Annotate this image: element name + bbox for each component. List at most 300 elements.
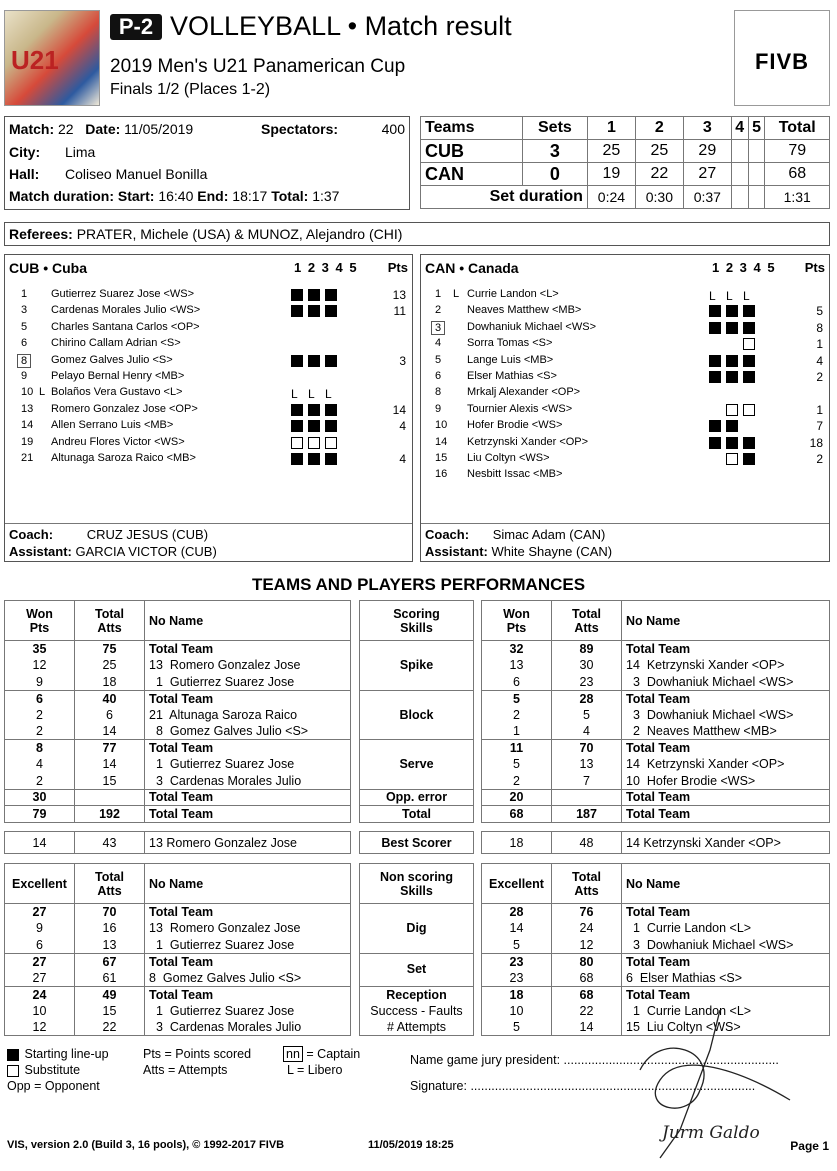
player-name: Gomez Galves Julio <S>	[51, 353, 173, 366]
libero-set-marker: L	[709, 289, 716, 303]
starting-square-icon	[325, 289, 337, 301]
set-duration-cell: 0:30	[635, 186, 683, 209]
starting-square-icon	[709, 371, 721, 383]
skill-label: Spike	[360, 657, 474, 674]
result-cell: 79	[765, 140, 830, 163]
hall-value: Coliseo Manuel Bonilla	[65, 166, 208, 182]
skills-header: Non scoring Skills	[360, 864, 474, 904]
assistant-line: Assistant: GARCIA VICTOR (CUB)	[9, 544, 217, 559]
result-header-cell: Teams	[421, 117, 523, 140]
skill-label: Success - Faults	[360, 1003, 474, 1020]
result-cell: 25	[587, 140, 635, 163]
result-cell: 22	[635, 163, 683, 186]
perf-row	[482, 920, 830, 937]
libero-set-marker: L	[743, 289, 750, 303]
player-row	[5, 419, 412, 435]
player-number: 1	[21, 288, 28, 300]
skill-label	[360, 740, 474, 757]
perf-cell: 49	[75, 986, 145, 1003]
player-points: 4	[399, 452, 406, 466]
perf-cell: 13 Romero Gonzalez Jose	[145, 920, 351, 937]
perf-cell: 89	[552, 641, 622, 658]
legend-abbrev: Pts = Points scored Atts = Attempts	[143, 1047, 252, 1077]
starting-square-icon	[291, 355, 303, 367]
skill-label: # Attempts	[360, 1019, 474, 1036]
starting-square-icon	[726, 371, 738, 383]
player-name: Andreu Flores Victor <WS>	[51, 435, 185, 448]
perf-cell: 6	[75, 707, 145, 724]
perf-cell: 2	[482, 773, 552, 790]
perf-cell: 28	[482, 904, 552, 921]
result-header-cell: 1	[587, 117, 635, 140]
legend-captain: nn = Captain L = Libero	[283, 1046, 360, 1078]
starting-square-icon	[743, 355, 755, 367]
player-points: 13	[392, 288, 406, 302]
perf-cell: 24	[5, 986, 75, 1003]
perf-header-won: Won Pts	[482, 601, 552, 641]
perf-cell: Total Team	[622, 641, 830, 658]
skill-label: Serve	[360, 756, 474, 773]
player-points: 4	[816, 353, 823, 368]
perf-cell: Total Team	[622, 690, 830, 707]
roster-divider	[421, 523, 829, 524]
set-columns-header: 1 2 3 4 5	[712, 260, 775, 275]
substitute-square-icon	[726, 404, 738, 416]
perf-cell: 13	[482, 657, 552, 674]
libero-marker: L	[39, 386, 46, 399]
result-cell: 27	[683, 163, 731, 186]
player-number: 9	[435, 402, 442, 415]
perf-cell: 3 Cardenas Morales Julio	[145, 1019, 351, 1036]
perf-row	[5, 740, 351, 757]
player-name: Charles Santana Carlos <OP>	[51, 320, 200, 333]
starting-square-icon	[726, 420, 738, 432]
player-row	[421, 386, 829, 402]
player-points: 18	[809, 435, 823, 450]
jury-president-line: Name game jury president: ..............................................................	[410, 1053, 779, 1067]
perf-cell: 5	[482, 756, 552, 773]
perf-cell: 14	[552, 1019, 622, 1036]
coach-line: Coach: CRUZ JESUS (CUB)	[9, 527, 209, 542]
player-points: 5	[816, 304, 823, 319]
perf-header-atts: Total Atts	[75, 864, 145, 904]
svg-text:Jurm Galdo: Jurm Galdo	[662, 1123, 760, 1143]
perf-cell: 23	[482, 970, 552, 987]
skills-column	[359, 600, 474, 823]
perf-header-name: No Name	[622, 864, 830, 904]
player-name: Altunaga Saroza Raico <MB>	[51, 452, 196, 464]
perf-cell: 20	[482, 789, 552, 806]
perf-row	[5, 920, 351, 937]
player-name: Hofer Brodie <WS>	[467, 419, 563, 432]
perf-cell: 27	[5, 904, 75, 921]
player-number: 14	[435, 435, 448, 448]
page-number: Page 1	[790, 1139, 829, 1153]
starting-square-icon	[743, 305, 755, 317]
perf-summary-row	[482, 806, 830, 823]
perf-cell: 35	[5, 641, 75, 658]
starting-square-icon	[726, 437, 738, 449]
player-name: Chirino Callam Adrian <S>	[51, 337, 181, 350]
perf-cell: 68	[552, 970, 622, 987]
perf-cell: 13 Romero Gonzalez Jose	[145, 832, 351, 854]
perf-cell: 68	[552, 986, 622, 1003]
player-row	[421, 403, 829, 419]
starting-square-icon	[325, 355, 337, 367]
signature-scribble	[600, 1010, 820, 1160]
perf-cell: 23	[482, 953, 552, 970]
perf-cell: 10	[482, 1003, 552, 1020]
player-number: 5	[21, 320, 28, 333]
perf-header-won: Excellent	[5, 864, 75, 904]
starting-square-icon	[709, 420, 721, 432]
player-name: Currie Landon <L>	[467, 288, 559, 300]
starting-square-icon	[325, 305, 337, 317]
perf-cell: 23	[552, 674, 622, 691]
perf-summary-row	[5, 806, 351, 823]
perf-header-name: No Name	[145, 601, 351, 641]
player-row	[5, 403, 412, 419]
perf-cell: Total Team	[145, 953, 351, 970]
perf-cell: 5	[482, 937, 552, 954]
perf-cell: 1 Gutierrez Suarez Jose	[145, 1003, 351, 1020]
starting-square-icon	[709, 322, 721, 334]
perf-cell	[552, 789, 622, 806]
starting-square-icon	[291, 305, 303, 317]
starting-square-icon	[308, 289, 320, 301]
player-name: Bolaños Vera Gustavo <L>	[51, 386, 183, 399]
starting-square-icon	[325, 453, 337, 465]
starting-square-icon	[743, 322, 755, 334]
skill-label	[360, 723, 474, 740]
coach-name: Simac Adam (CAN)	[492, 527, 606, 542]
team-a-performance-table	[4, 600, 351, 823]
perf-cell: 70	[552, 740, 622, 757]
perf-cell: Total Team	[145, 986, 351, 1003]
perf-cell: 10	[5, 1003, 75, 1020]
best-scorer-label-box	[359, 831, 474, 854]
skill-label	[360, 773, 474, 790]
assistant-line: Assistant: White Shayne (CAN)	[425, 544, 613, 559]
perf-cell: 80	[552, 953, 622, 970]
player-points: 4	[399, 419, 406, 434]
player-number: 16	[435, 468, 448, 481]
player-name: Lange Luis <MB>	[467, 353, 554, 366]
set-duration-cell	[748, 186, 765, 209]
player-name: Mrkalj Alexander <OP>	[467, 386, 581, 399]
player-number: 8	[17, 354, 31, 368]
perf-cell: 30	[552, 657, 622, 674]
perf-cell: 5	[482, 690, 552, 707]
perf-cell: 14	[482, 920, 552, 937]
libero-set-marker: L	[291, 387, 298, 402]
player-number: 14	[21, 419, 34, 432]
perf-row	[5, 657, 351, 674]
perf-cell: 32	[482, 641, 552, 658]
fivb-logo: FIVB	[734, 10, 830, 106]
player-row	[5, 436, 412, 452]
perf-cell: 1 Currie Landon <L>	[622, 920, 830, 937]
player-row	[421, 337, 829, 353]
competition-logo: U21	[4, 10, 100, 106]
perf-cell: 2	[5, 773, 75, 790]
coach-line: Coach: Simac Adam (CAN)	[425, 527, 606, 542]
team-name: CUB • Cuba	[9, 260, 88, 276]
perf-cell: 15 Liu Coltyn <WS>	[622, 1019, 830, 1036]
perf-row	[482, 707, 830, 724]
player-name: Allen Serrano Luis <MB>	[51, 419, 174, 432]
player-number: 4	[435, 337, 442, 350]
player-name: Pelayo Bernal Henry <MB>	[51, 370, 185, 382]
perf-cell: 14 Ketrzynski Xander <OP>	[622, 657, 830, 674]
set-duration-cell: 0:37	[683, 186, 731, 209]
perf-row	[482, 953, 830, 970]
starting-square-icon	[308, 453, 320, 465]
perf-header-name: No Name	[145, 864, 351, 904]
player-number: 10	[435, 419, 448, 432]
result-cell: 25	[635, 140, 683, 163]
perf-summary-row	[5, 789, 351, 806]
perf-header-atts: Total Atts	[75, 601, 145, 641]
team-b-roster	[420, 254, 830, 562]
player-number: 19	[21, 435, 34, 448]
perf-cell: 76	[552, 904, 622, 921]
player-points: 14	[392, 402, 406, 417]
perf-cell: 3 Dowhaniuk Michael <WS>	[622, 707, 830, 724]
substitute-square-icon	[743, 404, 755, 416]
perf-cell: 13	[552, 756, 622, 773]
print-datetime: 11/05/2019 18:25	[368, 1139, 454, 1151]
skill-label: Set	[360, 962, 474, 979]
result-cell	[748, 163, 765, 186]
player-number: 8	[435, 386, 442, 399]
perf-cell: 14	[75, 756, 145, 773]
result-cell: 3	[522, 140, 587, 163]
starting-square-icon	[726, 355, 738, 367]
player-number: 3	[431, 321, 445, 335]
perf-cell: 22	[75, 1019, 145, 1036]
perf-row	[482, 756, 830, 773]
perf-cell: Total Team	[622, 904, 830, 921]
perf-row	[482, 641, 830, 658]
player-points: 3	[399, 353, 406, 368]
starting-square-icon	[291, 289, 303, 301]
perf-cell: 2	[5, 707, 75, 724]
perf-row	[482, 937, 830, 954]
spectators-value: 400	[381, 121, 405, 137]
perf-row	[482, 690, 830, 707]
perf-row	[5, 937, 351, 954]
starting-square-icon	[743, 453, 755, 465]
perf-cell: 67	[75, 953, 145, 970]
set-duration-label: Set duration	[421, 186, 588, 209]
pts-header: Pts	[804, 260, 825, 275]
set-duration-cell	[731, 186, 748, 209]
player-name: Tournier Alexis <WS>	[467, 402, 573, 415]
player-name: Sorra Tomas <S>	[467, 337, 553, 350]
page-title: VOLLEYBALL • Match result	[170, 11, 512, 41]
result-cell	[731, 163, 748, 186]
perf-cell: Total Team	[622, 806, 830, 823]
perf-cell: 70	[75, 904, 145, 921]
player-row	[421, 468, 829, 484]
perf-cell: 25	[75, 657, 145, 674]
skill-label	[360, 937, 474, 954]
perf-cell: Total Team	[145, 789, 351, 806]
perf-cell: 9	[5, 674, 75, 691]
perf-row	[482, 740, 830, 757]
player-number: 9	[21, 370, 28, 382]
player-row	[421, 304, 829, 320]
perf-cell: 6	[5, 937, 75, 954]
result-cell: 19	[587, 163, 635, 186]
perf-cell: 30	[5, 789, 75, 806]
perf-cell: 15	[75, 1003, 145, 1020]
player-row	[5, 452, 412, 468]
starting-square-icon	[308, 420, 320, 432]
perf-cell: 2	[5, 723, 75, 740]
perf-cell: 187	[552, 806, 622, 823]
perf-cell: 1	[482, 723, 552, 740]
player-name: Nesbitt Issac <MB>	[467, 468, 563, 481]
perf-row	[5, 756, 351, 773]
perf-cell: 4	[552, 723, 622, 740]
perf-cell: 8 Gomez Galves Julio <S>	[145, 970, 351, 987]
perf-header-atts: Total Atts	[552, 864, 622, 904]
starting-square-icon	[308, 404, 320, 416]
perf-cell: Total Team	[145, 641, 351, 658]
starting-square-icon	[743, 437, 755, 449]
perf-cell: 12	[5, 1019, 75, 1036]
perf-cell: 75	[75, 641, 145, 658]
perf-row	[482, 986, 830, 1003]
set-duration-cell: 0:24	[587, 186, 635, 209]
player-points: 8	[816, 320, 823, 335]
perf-cell: 9	[5, 920, 75, 937]
result-header-cell: Sets	[522, 117, 587, 140]
player-number: 6	[435, 370, 442, 382]
perf-cell: 7	[552, 773, 622, 790]
skill-label: Block	[360, 707, 474, 724]
player-row	[5, 354, 412, 370]
starting-square-icon	[709, 305, 721, 317]
perf-cell: 27	[5, 953, 75, 970]
perf-cell: Total Team	[145, 904, 351, 921]
player-number: 2	[435, 304, 442, 317]
result-cell: CUB	[421, 140, 523, 163]
city-value: Lima	[65, 144, 96, 160]
perf-row	[5, 690, 351, 707]
player-name: Ketrzynski Xander <OP>	[467, 435, 589, 448]
perf-row	[482, 674, 830, 691]
starting-square-icon	[291, 453, 303, 465]
substitute-square-icon	[743, 338, 755, 350]
perf-cell: 18	[75, 674, 145, 691]
perf-cell: Total Team	[622, 953, 830, 970]
team-a-best-scorer	[4, 831, 351, 854]
substitute-square-icon	[325, 437, 337, 449]
perf-cell: 6	[5, 690, 75, 707]
player-row	[5, 386, 412, 402]
player-number: 5	[435, 353, 442, 366]
perf-row	[482, 970, 830, 987]
perf-cell: 6	[482, 674, 552, 691]
starting-square-icon	[726, 305, 738, 317]
result-header-cell: Total	[765, 117, 830, 140]
starting-square-icon	[325, 420, 337, 432]
skill-label	[360, 690, 474, 707]
team-a-roster	[4, 254, 413, 562]
starting-square-icon	[726, 322, 738, 334]
player-number: 6	[21, 337, 28, 350]
perf-row	[5, 970, 351, 987]
substitute-square-icon	[291, 437, 303, 449]
skill-label: Best Scorer	[360, 832, 474, 854]
player-number: 15	[435, 452, 448, 464]
substitute-square-icon	[726, 453, 738, 465]
perf-cell: 43	[75, 832, 145, 854]
phase-label: Finals 1/2 (Places 1-2)	[110, 81, 271, 98]
starting-square-icon	[7, 1049, 19, 1061]
player-name: Neaves Matthew <MB>	[467, 304, 582, 317]
perf-cell: 77	[75, 740, 145, 757]
starting-square-icon	[308, 305, 320, 317]
result-cell	[731, 140, 748, 163]
result-cell	[748, 140, 765, 163]
starting-square-icon	[709, 355, 721, 367]
perf-cell: 13 Romero Gonzalez Jose	[145, 657, 351, 674]
perf-cell: 14	[75, 723, 145, 740]
libero-marker: L	[453, 288, 460, 300]
starting-square-icon	[291, 420, 303, 432]
skills-header: Scoring Skills	[360, 601, 474, 641]
set-columns-header: 1 2 3 4 5	[294, 260, 357, 275]
perf-cell: 22	[552, 1003, 622, 1020]
perf-cell: 16	[75, 920, 145, 937]
perf-row	[5, 986, 351, 1003]
libero-set-marker: L	[308, 387, 315, 402]
perf-cell: 13	[75, 937, 145, 954]
perf-cell: 1 Currie Landon <L>	[622, 1003, 830, 1020]
perf-cell: Total Team	[622, 789, 830, 806]
perf-row	[5, 723, 351, 740]
player-points: 2	[816, 452, 823, 466]
perf-cell: 8	[5, 740, 75, 757]
player-name: Gutierrez Suarez Jose <WS>	[51, 288, 195, 300]
starting-square-icon	[308, 355, 320, 367]
player-name: Dowhaniuk Michael <WS>	[467, 320, 597, 333]
perf-row	[482, 657, 830, 674]
perf-cell: 12	[552, 937, 622, 954]
player-row	[421, 354, 829, 370]
player-points: 1	[816, 402, 823, 417]
player-name: Cardenas Morales Julio <WS>	[51, 304, 201, 317]
perf-cell: 11	[482, 740, 552, 757]
perf-cell: Total Team	[145, 690, 351, 707]
perf-cell: Total Team	[622, 740, 830, 757]
legend: Starting line-up Substitute Opp = Opponent	[7, 1047, 109, 1093]
player-row	[421, 288, 829, 304]
player-name: Romero Gonzalez Jose <OP>	[51, 402, 198, 415]
pts-header: Pts	[387, 260, 408, 275]
skill-label	[360, 904, 474, 921]
perf-row	[5, 707, 351, 724]
perf-row	[482, 773, 830, 790]
perf-cell: 61	[75, 970, 145, 987]
perf-header-won: Excellent	[482, 864, 552, 904]
perf-cell: 48	[552, 832, 622, 854]
skill-label	[360, 641, 474, 658]
